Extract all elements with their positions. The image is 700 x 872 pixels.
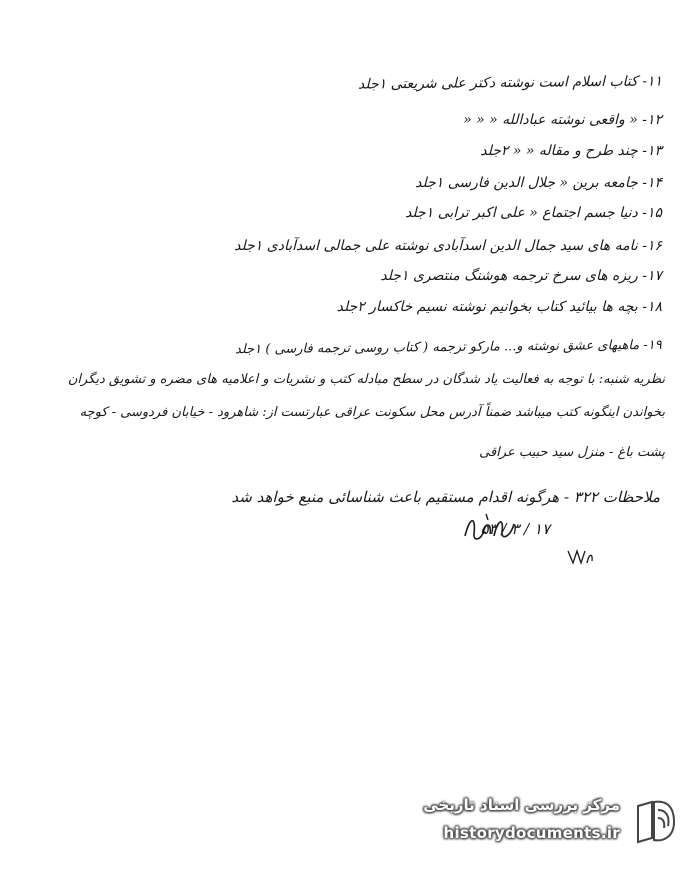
handwritten-signature (460, 512, 520, 544)
watermark-url: historydocuments.ir (443, 824, 620, 842)
watermark (390, 792, 680, 854)
list-item: ۱۲- « واقعی نوشته عبادالله « « « (463, 112, 662, 128)
list-item: ۱۳- چند طرح و مقاله « « ۲جلد (480, 143, 662, 159)
note-line: پشت باغ - منزل سید حبیب عراقی (479, 445, 665, 460)
list-item: ۱۶- نامه های سید جمال الدین اسدآبادی نوشته علی جمالی اسدآبادی ۱جلد (234, 238, 662, 254)
note-line: نظریه شنبه: با توجه به فعالیت یاد شدگان در سطح مبادله کتب و نشریات و اعلامیه های مضره و تشویق دیگران (67, 372, 665, 387)
remark-line: ملاحظات ۳۲۲ - هرگونه اقدام مستقیم باعث شناسائی منبع خواهد شد (231, 488, 660, 506)
handwritten-initials (565, 545, 595, 567)
list-item: ۱۷- ریزه های سرخ ترجمه هوشنگ منتصری ۱جلد (380, 268, 662, 284)
list-item: ۱۸- بچه ها بیائید کتاب بخوانیم نوشته نسیم خاکسار ۲جلد (336, 299, 662, 315)
list-item: ۱۹- ماهیهای عشق نوشته و... مارکو ترجمه ( کتاب روسی ترجمه فارسی ) ۱جلد (235, 337, 663, 358)
signature-date: ۵۳ / ۳ / ۱۷ (480, 520, 550, 538)
list-item: ۱۵- دنیا جسم اجتماع « علی اکبر ترابی ۱جلد (405, 205, 662, 221)
note-line: بخواندن اینگونه کتب میباشد ضمناً آدرس محل سکونت عراقی عبارتست از: شاهرود - خیابان فردوسی - کوچه (79, 405, 665, 420)
list-item: ۱۴- جامعه برین « جلال الدین فارسی ۱جلد (415, 175, 662, 191)
watermark-title: مرکز بررسی اسناد تاریخی (423, 796, 620, 814)
list-item: ۱۱- کتاب اسلام است نوشته دکتر علی شریعتی ۱جلد (357, 73, 663, 93)
book-logo-icon (630, 796, 680, 846)
